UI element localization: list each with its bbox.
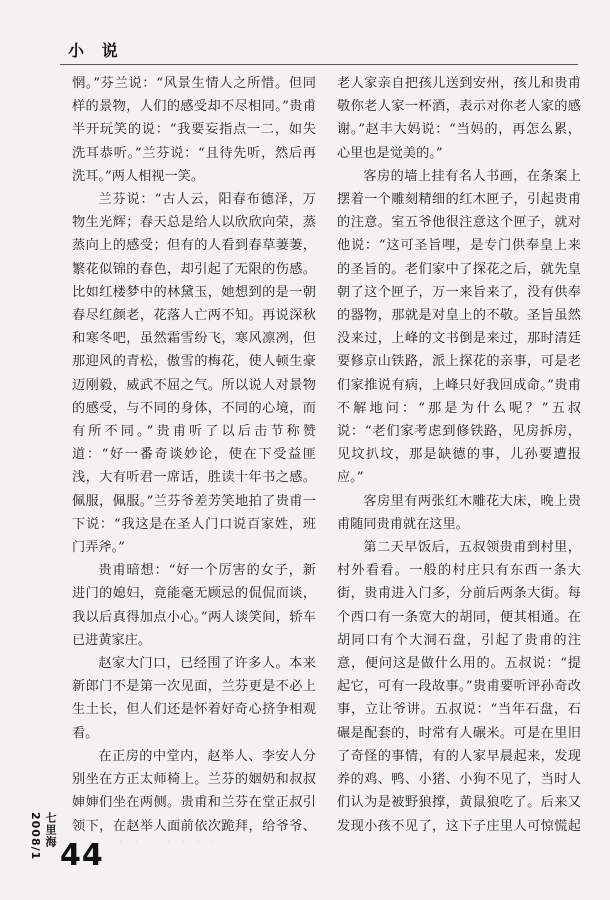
magazine-name: 七里海 2008/1 (29, 812, 57, 861)
paragraph: 第二天早饭后，五叔领贵甫到村里，村外看看。一般的村庄只有东西一条大街，贵甫进入门多，分前后两条大街。每个西口有一条宽大的胡同，便其相通。在胡同口有个大洞石盘，引起了贵甫的注意，便问这是做什么用的。五叔说：“提起它，可有一段故事。”贵甫要听评孙奇改事，立让爷讲。五叔说：“当年石盘，石碾是配套的，时常有人碾米。可是在里旧了奇怪的事情，有的人家早晨起来，发现养的鸡、鸭、小猪、小狗不见了，当时人们认为是被野狼撑，黄鼠狼吃了。后来又发现小孩不见了，这下子庄里人可惊慌起 (337, 540, 581, 834)
paragraph: 在正房的中堂内，赵举人、李安人分别坐在方正太师椅上。兰芬的姻奶和叔叔婶婶们坐在两侧。贵甫和兰芬在堂正叔引领下，在赵举人面前依次跪拜，给爷爷、 (72, 748, 316, 834)
paragraph: 惘。”芬兰说：“风景生情人之所惜。但同样的景物，人们的感受却不尽相同。”贵甫半开玩笑的说：“我要妄指点一二，如失洗耳恭听。”兰芬说：“且待先听，然后再洗耳。”两人相视一笑。 (72, 76, 316, 184)
text-column-right (337, 72, 581, 842)
paragraph: 客房的墙上挂有名人书画，在条案上摆着一个雕刻精细的红木匣子，引起贵甫的注意。室五爷他很注意这个匣子，就对他说：“这可圣旨哩，是专门供奉皇上来的圣旨的。老们家中了探花之后，就先皇朝了这个匣子，万一来旨来了，没有供奉的器物，那就是对皇上的不敬。圣旨虽然没来过，上峰的文书倒是来过，那时清廷要修京山铁路，派上探花的亲事，可是老们家推说有病，上峰只好我回成命。”贵甫不解地问：“那是为什么呢？”五叔说：“老们家考虑到修铁路，见房拆房，见坟扒坟，那是缺德的事，儿孙要遭报应。” (337, 168, 581, 486)
paragraph: 兰芬说：“古人云，阳春布德泽，万物生光辉；春天总是给人以欣欣向荣，蒸蒸向上的感受；但有的人看到春草萋萋，繁花似锦的春色，却引起了无限的伤感。比如红楼梦中的林黛玉，她想到的是一朝春尽红颜老，花落人亡两不知。再说深秋和寒冬吧，虽然霜雪纷飞，寒风凛冽，但那迎风的青松，傲雪的梅花，使人顿生豪迈刚毅，威武不屈之气。所以说人对景物的感受，与不同的身体，不同的心境，而有所不同。”贵甫听了以后击节称赞道：“好一番奇谈妙论，使在下受益匪浅，大有听君一席话，胜读十年书之感。佩服，佩服。”兰芬爷差芳笑地拍了贵甫一下说：“我这是在圣人门口说百家姓，班门弄斧。” (72, 192, 316, 556)
page-number: 44 (60, 838, 104, 873)
paragraph: 贵甫暗想：“好一个厉害的女子，新进门的媳妇，竟能毫无顾忌的侃侃而谈，我以后真得加点小心。”两人谈笑间，轿车已进黄家庄。 (72, 563, 316, 648)
page-header (60, 34, 578, 65)
paragraph: 赵家大门口，已经围了许多人。本来新郎门不是第一次见面，兰芬更是不必上生土长，但人们还是怀着好奇心挤争相观看。 (72, 656, 316, 741)
text-column-left (72, 72, 316, 842)
paragraph: 客房里有两张红木雕花大床，晚上贵甫随同贵甫就在这里。 (337, 493, 581, 532)
section-title: 小 说 (68, 41, 124, 60)
paragraph: 老人家亲自把孩儿送到安州，孩儿和贵甫敬你老人家一杯酒，表示对你老人家的感谢。”赵丰大妈说：“当妈的，再怎么累，心里也是觉美的。” (337, 76, 581, 161)
